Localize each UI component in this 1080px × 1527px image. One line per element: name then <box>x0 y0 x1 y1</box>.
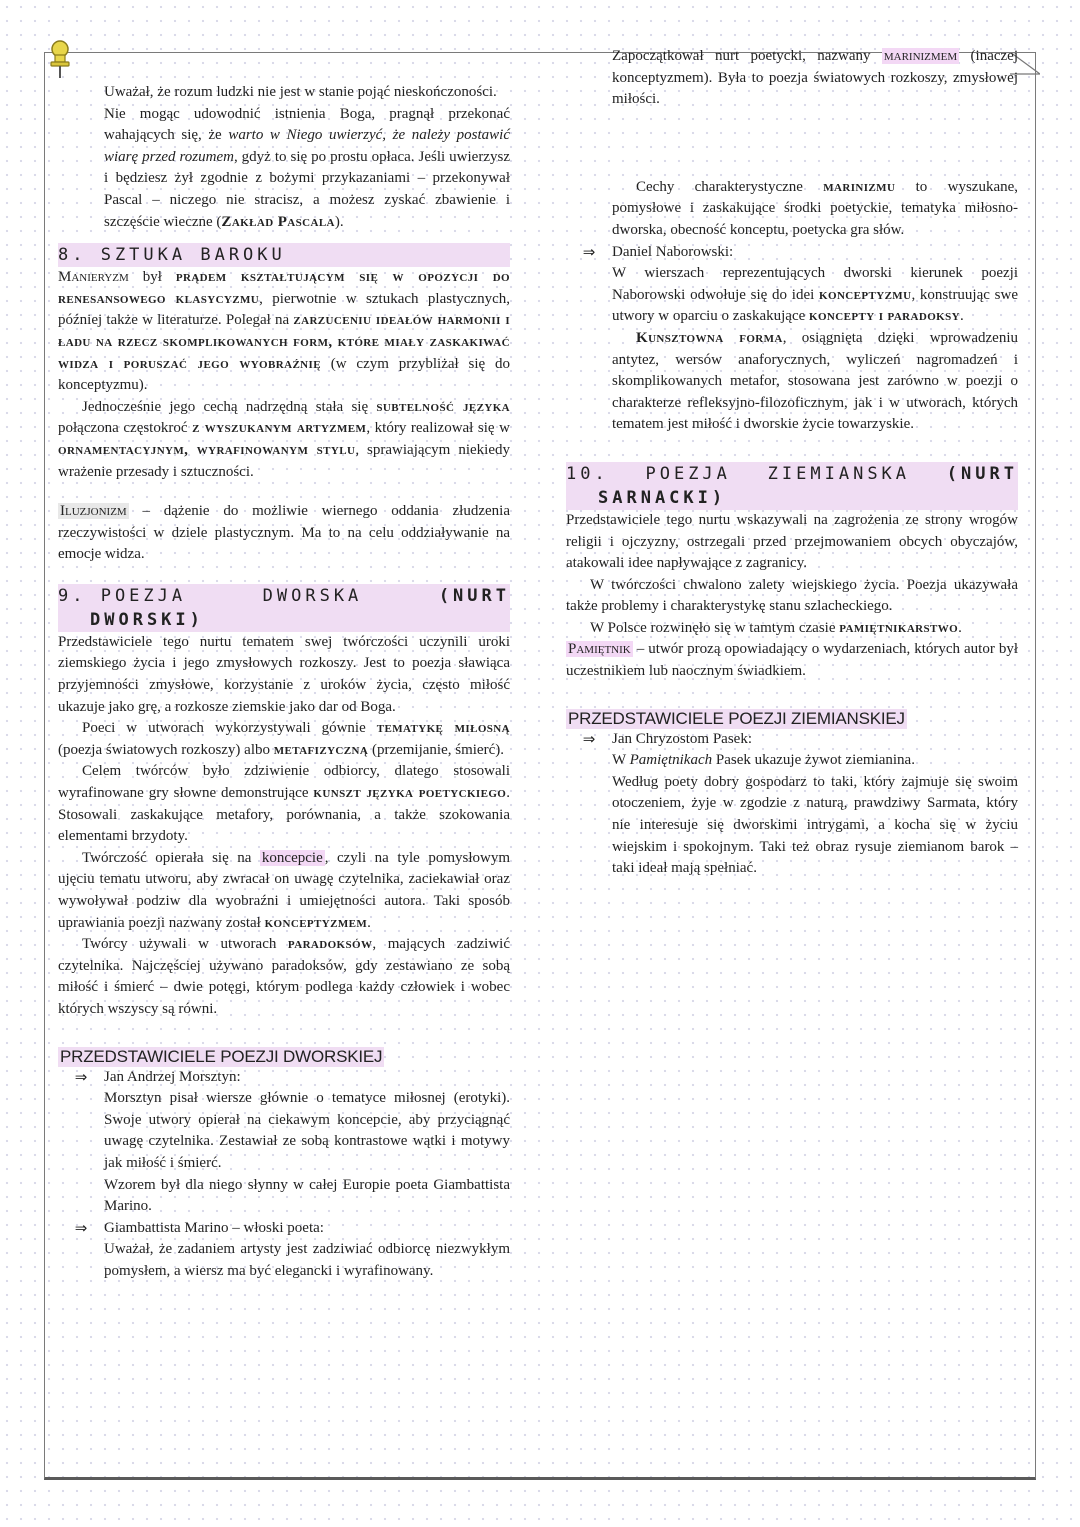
text-run: (przemijanie, śmierć). <box>368 741 504 758</box>
pasek-p1 <box>612 750 1018 772</box>
text-run: . <box>958 619 962 636</box>
section-10-title-part: POEZJA <box>645 463 731 484</box>
emphasized-term: konceptyzmu <box>819 286 912 303</box>
emphasized-term: Kunsztowna forma <box>636 329 783 346</box>
morsztyn-p2: Wzorem był dla niego słynny w całej Europie poeta Giambattista Marino. <box>104 1176 510 1215</box>
text-run: (w czym przybliżał się do konceptyzmu). <box>58 355 510 394</box>
section-10-title-part: SARNACKI) <box>598 487 727 508</box>
term-marinizm: marinizmem <box>883 48 958 64</box>
list-item <box>58 1067 510 1089</box>
emphasized-term: tematykę miłosną <box>376 720 510 737</box>
text-run: W wierszach reprezentujących dworski kierunek poezji Naborowski odwołuje się do idei <box>612 265 1018 303</box>
term-iluzjonizm: Iluzjonizm <box>60 503 127 520</box>
term-pamietnik: Pamiętnik <box>568 641 631 658</box>
list-item <box>58 1218 510 1240</box>
text-run: , czyli na tyle pomysłowym ujęciu tematu utworu, aby zwracał on uwagę czytelnika, zaciekawiał oraz wywoływał podziw dla wyobraźni i umiejętności autora. Taki sposób uprawiania poezji nazwany został <box>58 849 510 931</box>
ziemianska-p3 <box>566 618 1018 640</box>
section-10-title-part: 10. <box>566 463 609 484</box>
arrow-right-icon: ⇒ <box>582 729 596 748</box>
list-item <box>566 242 1018 264</box>
emphasized-term: Manieryzm <box>58 269 129 286</box>
emphasized-term: metafizyczną <box>273 741 369 758</box>
reps-ziemianska-title: PRZEDSTAWICIELE POEZJI ZIEMIANSKIEJ <box>568 708 905 728</box>
emphasized-term: ornamentacyjnym, wyrafinowanym stylu <box>58 441 356 458</box>
pasek-p2: Według poety dobry gospodarz to taki, który zajmuje się swoim otoczeniem, żyje w zgodzie z naturą, prawdziwy Sarmata, który nie interesuje się dworskimi intrygami, a kocha się w życiu wiejskim i spokojnym. Taki też obraz rysuje ziemianom barok – taki ideał mają spełniać. <box>612 773 1018 877</box>
section-10-title-part: ZIEMIANSKA <box>767 463 911 484</box>
text-run: Nie mogąc udowodnić istnienia Boga, pragnął przekonać wahających się, że <box>104 105 510 144</box>
term-zaklad-pascala: Zakład Pascala <box>221 213 335 230</box>
pascal-intro <box>58 82 510 233</box>
text-run-italic: warto w Niego uwierzyć, że należy postawić wiarę przed rozumem <box>104 127 510 165</box>
emphasized-term: paradoksów <box>287 936 373 953</box>
pamietnik-paragraph <box>566 639 1018 682</box>
text-run: . <box>960 308 964 325</box>
text-run: . Stosowali zaskakujące metafory, porównania, a także szokowania elementami brzydoty. <box>58 785 510 845</box>
rep-name: Giambattista Marino – włoski poeta: <box>104 1219 324 1236</box>
section-8-title: 8. SZTUKA BAROKU <box>58 245 286 266</box>
arrow-right-icon: ⇒ <box>74 1218 88 1237</box>
dworska-p1: Przedstawiciele tego nurtu tematem swej twórczości uczynili uroki ziemskiego życia i jego zmysłowych rozkoszy. Jest to poezja sławiąca przyjemności zmysłowe, korzystanie z uroków życia, często miłość ukazuje jako grę, a rozkosze ziemskie jako dar od Boga. <box>58 633 510 715</box>
ziemianska-p1: Przedstawiciele tego nurtu wskazywali na zagrożenia ze strony wrogów religii i ojczyzny, ostrzegali przed przejmowaniem obcych obyczajów, atakowali idee napływające z zagranicy. <box>566 511 1018 572</box>
section-9-title-part: DWORSKI) <box>90 609 204 630</box>
iluzjonizm-paragraph <box>58 501 510 566</box>
left-column <box>58 82 510 1283</box>
manieryzm-paragraph <box>58 267 510 397</box>
marino-continuation <box>566 46 1018 242</box>
emphasized-term: subtelność języka <box>376 398 510 415</box>
rep-name: Jan Andrzej Morsztyn: <box>104 1068 241 1085</box>
emphasized-term: kunszt języka poetyckiego <box>313 785 507 802</box>
dworska-p2 <box>58 718 510 761</box>
emphasized-term: zarzuceniu ideałów harmonii i ładu na rzecz skomplikowanych form, które miały zaskakiwać widza i poruszać jego wyobraźnię <box>58 312 510 372</box>
pascal-p2 <box>104 104 510 234</box>
subtelnosc-paragraph <box>58 397 510 483</box>
naborowski-p1 <box>612 263 1018 328</box>
emphasized-term: koncepcie <box>261 849 323 866</box>
dworska-p4 <box>58 848 510 934</box>
dworska-p3 <box>58 761 510 847</box>
emphasized-term: prądem kształtującym się w opozycji do renesansowego klasycyzmu <box>58 269 511 307</box>
text-run: połączona częstokroć <box>58 420 193 437</box>
emphasized-term: koncepty i paradoksy <box>809 308 960 325</box>
list-item <box>566 729 1018 751</box>
emphasized-term: konceptyzmem <box>264 914 368 931</box>
section-9-heading <box>58 584 510 632</box>
arrow-right-icon: ⇒ <box>582 242 596 261</box>
ziemianska-p2: W twórczości chwalono zalety wiejskiego życia. Poezja ukazywała także problemy i charakterystykę stanu szlacheckiego. <box>566 576 1018 615</box>
text-run: Pasek ukazuje żywot ziemianina. <box>712 752 915 769</box>
emphasized-term: marinizmu <box>823 178 896 195</box>
text-run: (inaczej konceptyzmem). Była to poezja światowych rozkoszy, zmysłowej miłości. <box>612 48 1018 108</box>
reps-dworska-heading <box>58 1047 510 1067</box>
marinizm-paragraph <box>612 46 1018 111</box>
rep-name: Daniel Naborowski: <box>612 243 734 260</box>
section-8-heading <box>58 243 510 267</box>
rep-name: Jan Chryzostom Pasek: <box>612 730 752 747</box>
text-run: , osiągnięta dzięki wprowadzeniu antytez, wersów anaforycznych, wyliczeń nagromadzeń i skomplikowanych metafor, stosowana jest zarówno w poezji o charakterze refleksyjno-filozoficznym, jak i w utworach, których tematem jest miłość i dworskie życie towarzyskie. <box>612 329 1018 433</box>
text-run: Zapoczątkował nurt poetycki, nazwany <box>612 48 882 64</box>
text-run: , który realizował się w <box>366 420 511 437</box>
cechy-paragraph <box>612 177 1018 242</box>
text-run: . <box>367 914 371 931</box>
dworska-p5 <box>58 934 510 1020</box>
text-run: – dążenie do możliwie wiernego oddania złudzenia rzeczywistości w dziele plastycznym. Ma to na celu oddziaływanie na emocje widza. <box>58 503 510 563</box>
text-run: , konstruując swe utwory w oparciu o zaskakujące <box>612 286 1018 325</box>
section-9-title-part: 9. POEZJA <box>58 585 187 606</box>
text-run: Twórczość opierała się na <box>82 849 260 866</box>
text-run-italic: Pamiętnikach <box>629 752 713 769</box>
text-run: W <box>612 752 630 769</box>
text-run: , gdyż to się po prostu opłaca. Jeśli uwierzysz i będziesz żył zgodnie z bożymi przykazaniami – przekonywał Pascal – niczego nie stracisz, a możesz zyskać zbawienie i szczęście wieczne ( <box>104 148 510 230</box>
emphasized-term: z wyszukanym artyzmem <box>192 420 367 437</box>
text-run: Cechy charakterystyczne <box>636 178 824 195</box>
arrow-right-icon: ⇒ <box>74 1067 88 1086</box>
text-run: Poeci w utworach wykorzystywali gównie <box>82 720 377 737</box>
text-run: (poezja światowych rozkoszy) albo <box>58 741 274 758</box>
text-run: ). <box>334 213 344 230</box>
text-run: , mających zadziwić czytelnika. Najczęściej używano paradoksów, gdy zestawiano ze sobą miłość i śmierć – dwie potęgi, którym podlega każdy człowiek i wobec których wszyscy są równi. <box>58 936 510 1017</box>
text-run: Celem twórców było zdziwienie odbiorcy, dlatego stosowali wyrafinowane gry słowne demonstrujące <box>58 763 510 802</box>
term-pamietnikarstwo: pamiętnikarstwo <box>839 619 959 636</box>
section-9-title-part: DWORSKA <box>262 585 363 606</box>
marino-p1: Uważał, że zadaniem artysty jest zadziwiać odbiorcę niezwykłym pomysłem, a wiersz ma być elegancki i wyrafinowany. <box>104 1241 510 1279</box>
text-run: , sprawiającym niekiedy wrażenie przesady i sztuczności. <box>58 441 510 480</box>
reps-ziemianska-heading <box>566 709 1018 729</box>
section-10-title-part: (NURT <box>946 463 1018 484</box>
text-run: Jednocześnie jego cechą nadrzędną stała się <box>82 398 377 415</box>
text-run: W Polsce rozwinęło się w tamtym czasie <box>590 619 840 636</box>
text-run: , pierwotnie w sztukach plastycznych, później także w literaturze. Polegał na <box>58 290 510 329</box>
pushpin-icon <box>46 40 74 80</box>
right-column <box>566 46 1018 880</box>
naborowski-p2 <box>612 328 1018 436</box>
section-9-title-part: (NURT <box>438 585 510 606</box>
reps-dworska-title: PRZEDSTAWICIELE POEZJI DWORSKIEJ <box>60 1046 383 1066</box>
text-run: Twórcy używali w utworach <box>82 936 288 953</box>
section-10-heading <box>566 462 1018 510</box>
text-run: to wyszukane, pomysłowe i zaskakujące środki poetyckie, tematyka miłosno-dworska, obecność konceptu, poetycka gra słów. <box>612 178 1019 238</box>
pascal-p1: Uważał, że rozum ludzki nie jest w stanie pojąć nieskończoności. <box>104 84 497 100</box>
text-run: – utwór prozą opowiadający o wydarzeniach, których autor był uczestnikiem lub naocznym świadkiem. <box>566 641 1018 680</box>
morsztyn-p1: Morsztyn pisał wiersze głównie o tematyce miłosnej (erotyki). Swoje utwory opierał na ciekawym koncepcie, aby przyciągnąć uwagę czytelnika. Zestawiał ze sobą kontrastowe wątki i motywy jak miłość i śmierć. <box>104 1090 510 1171</box>
text-run: był <box>128 269 176 286</box>
